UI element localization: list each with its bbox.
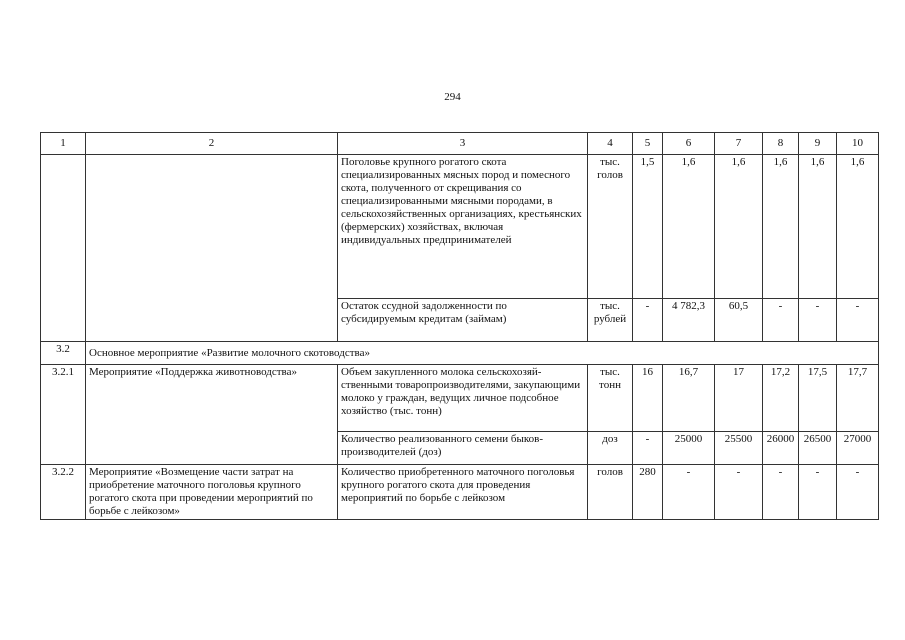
value-cell: - <box>715 465 763 520</box>
measure-cell-empty <box>86 155 338 342</box>
value-cell: 1,6 <box>763 155 799 299</box>
value-cell: - <box>799 465 837 520</box>
header-cell-9: 9 <box>799 133 837 155</box>
number-cell-empty <box>41 155 86 342</box>
value-cell: - <box>633 432 663 465</box>
header-cell-4: 4 <box>588 133 633 155</box>
measure-number: 3.2.2 <box>41 465 86 520</box>
value-cell: 17,7 <box>837 365 879 432</box>
header-cell-2: 2 <box>86 133 338 155</box>
measure-number: 3.2.1 <box>41 365 86 465</box>
indicator-cell: Количество реализованного семени быков-производителей (доз) <box>338 432 588 465</box>
header-cell-10: 10 <box>837 133 879 155</box>
value-cell: 280 <box>633 465 663 520</box>
value-cell: 26500 <box>799 432 837 465</box>
measure-name: Мероприятие «Поддержка животноводства» <box>86 365 338 465</box>
value-cell: 25500 <box>715 432 763 465</box>
indicator-cell: Объем закупленного молока сельскохозяй-ственными товаропроизводителями, закупающими молоко у граждан, ведущих личное подсобное хозяйство (тыс. тонн) <box>338 365 588 432</box>
value-cell: 26000 <box>763 432 799 465</box>
table-row <box>41 365 879 432</box>
section-number: 3.2 <box>41 342 86 365</box>
value-cell: 1,6 <box>837 155 879 299</box>
unit-cell: голов <box>588 465 633 520</box>
section-title: Основное мероприятие «Развитие молочного скотоводства» <box>86 342 879 365</box>
page-number: 294 <box>444 91 461 103</box>
value-cell: - <box>763 299 799 342</box>
indicators-table <box>40 132 879 520</box>
value-cell: 1,6 <box>715 155 763 299</box>
table-row <box>41 155 879 299</box>
value-cell: 17,5 <box>799 365 837 432</box>
header-cell-6: 6 <box>663 133 715 155</box>
header-cell-7: 7 <box>715 133 763 155</box>
indicator-cell: Поголовье крупного рогатого скота специализированных мясных пород и помесного скота, полученного от скрещивания со специализированными мясными породами, в сельскохозяйственных организациях, крестьянских (фермерских) хозяйствах, включая индивидуальных предпринимателей <box>338 155 588 299</box>
value-cell: 17,2 <box>763 365 799 432</box>
header-cell-8: 8 <box>763 133 799 155</box>
indicator-cell: Остаток ссудной задолженности по субсидируемым кредитам (займам) <box>338 299 588 342</box>
value-cell: 1,6 <box>799 155 837 299</box>
value-cell: - <box>763 465 799 520</box>
unit-cell: тыс. рублей <box>588 299 633 342</box>
value-cell: - <box>837 299 879 342</box>
header-cell-3: 3 <box>338 133 588 155</box>
value-cell: - <box>837 465 879 520</box>
value-cell: 25000 <box>663 432 715 465</box>
header-cell-5: 5 <box>633 133 663 155</box>
unit-cell: доз <box>588 432 633 465</box>
indicator-cell: Количество приобретенного маточного поголовья крупного рогатого скота для проведения мероприятий по борьбе с лейкозом <box>338 465 588 520</box>
table-row <box>41 465 879 520</box>
value-cell: - <box>663 465 715 520</box>
value-cell: - <box>633 299 663 342</box>
value-cell: 27000 <box>837 432 879 465</box>
value-cell: 4 782,3 <box>663 299 715 342</box>
value-cell: 60,5 <box>715 299 763 342</box>
unit-cell: тыс. тонн <box>588 365 633 432</box>
value-cell: 17 <box>715 365 763 432</box>
value-cell: 1,5 <box>633 155 663 299</box>
value-cell: 1,6 <box>663 155 715 299</box>
unit-cell: тыс. голов <box>588 155 633 299</box>
value-cell: 16 <box>633 365 663 432</box>
value-cell: 16,7 <box>663 365 715 432</box>
section-row <box>41 342 879 365</box>
value-cell: - <box>799 299 837 342</box>
header-row <box>41 133 879 155</box>
header-cell-1: 1 <box>41 133 86 155</box>
measure-name: Мероприятие «Возмещение части затрат на приобретение маточного поголовья крупного рогатого скота при проведении мероприятий по борьбе с лейкозом» <box>86 465 338 520</box>
